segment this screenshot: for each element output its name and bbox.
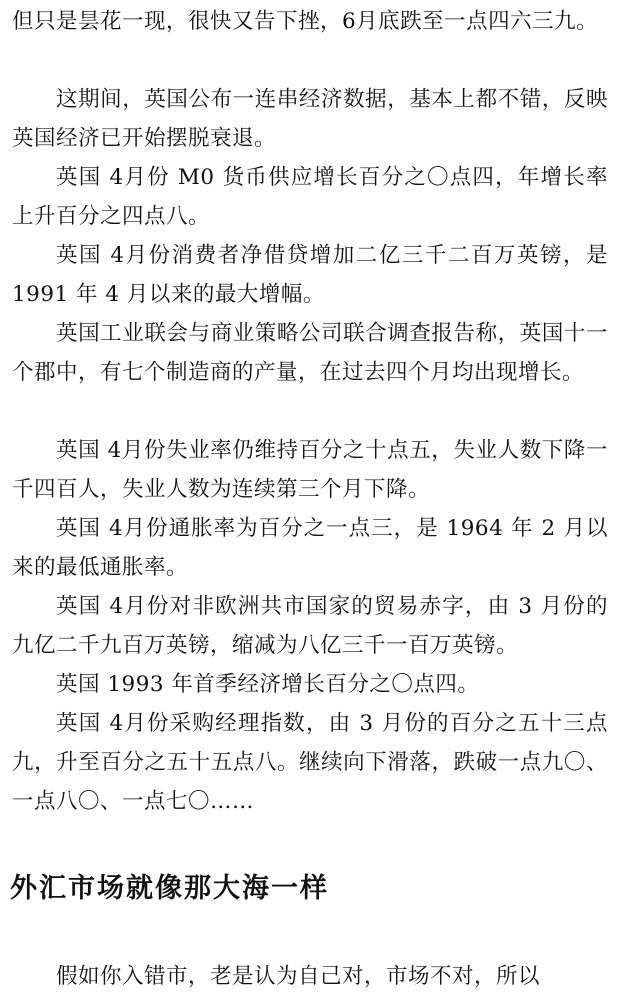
section-heading: 外汇市场就像那大海一样 <box>10 873 329 904</box>
paragraph-inflation: 英国 4月份通胀率为百分之一点三，是 1964 年 2 月以来的最低通胀率。 <box>12 516 608 580</box>
paragraph-cbi-survey: 英国工业联会与商业策略公司联合调查报告称，英国十一个郡中，有七个制造商的产量，在过去四个月均出现增长。 <box>12 321 608 385</box>
paragraph-closing: 假如你入错市，老是认为自己对，市场不对，所以 <box>56 964 541 989</box>
paragraph-gdp-growth: 英国 1993 年首季经济增长百分之〇点四。 <box>56 672 480 697</box>
paragraph-trade-deficit: 英国 4月份对非欧洲共市国家的贸易赤字，由 3 月份的九亿二千九百万英镑，缩减为八亿三千一百万英镑。 <box>12 594 608 658</box>
paragraph-economic-data: 这期间，英国公布一连串经济数据，基本上都不错，反映英国经济已开始摆脱衰退。 <box>12 87 608 151</box>
paragraph-money-supply: 英国 4月份 M0 货币供应增长百分之〇点四，年增长率上升百分之四点八。 <box>12 165 608 229</box>
paragraph-unemployment: 英国 4月份失业率仍维持百分之十点五，失业人数下降一千四百人，失业人数为连续第三个月下降。 <box>12 438 608 502</box>
paragraph-continued: 但只是昙花一现，很快又告下挫，6月底跌至一点四六三九。 <box>12 9 599 34</box>
paragraph-pmi: 英国 4月份采购经理指数，由 3 月份的百分之五十三点九，升至百分之五十五点八。继续向下滑落，跌破一点九〇、一点八〇、一点七〇…… <box>12 711 608 814</box>
paragraph-consumer-credit: 英国 4月份消费者净借贷增加二亿三千二百万英镑，是 1991 年 4 月以来的最大增幅。 <box>12 243 608 307</box>
